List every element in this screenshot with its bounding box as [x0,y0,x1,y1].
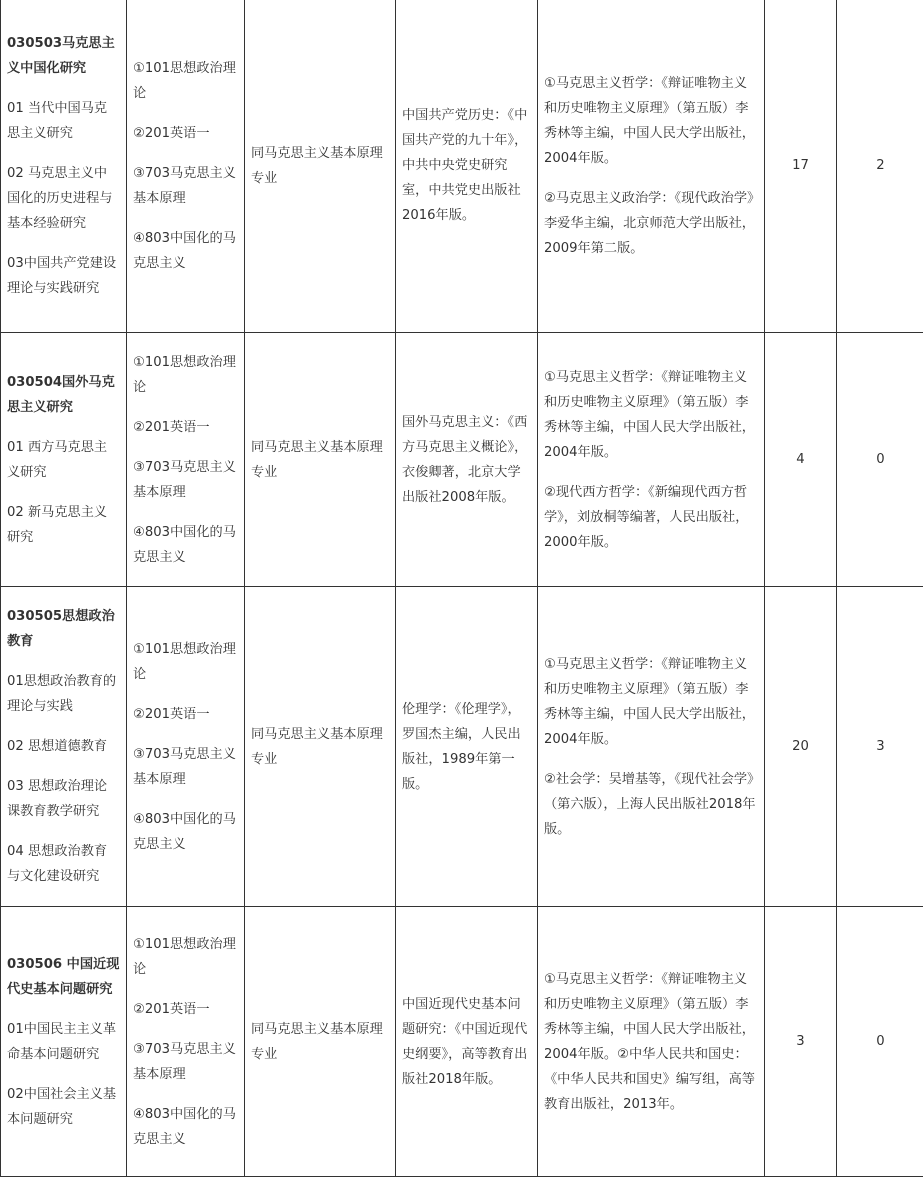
exam-item: ②201英语一 [133,121,238,146]
direction-item: 03中国共产党建设理论与实践研究 [7,251,120,301]
books-cell [538,907,765,1177]
book-item: ②社会学：吴增基等，《现代社会学》（第六版），上海人民出版社2018年版。 [544,767,758,842]
count-cell: 0 [837,907,923,1177]
retest-text: 同马克思主义基本原理专业 [251,141,389,191]
major-cell [1,907,127,1177]
direction-item: 01中国民主主义革命基本问题研究 [7,1017,120,1067]
exam-item: ②201英语一 [133,997,238,1022]
major-cell [1,333,127,587]
books-cell [538,333,765,587]
add-test-cell [396,587,538,907]
direction-item: 04 思想政治教育与文化建设研究 [7,839,120,889]
books-cell [538,587,765,907]
exam-item: ④803中国化的马克思主义 [133,520,238,570]
add-test-text: 伦理学：《伦理学》，罗国杰主编，人民出版社，1989年第一版。 [402,697,531,797]
exam-item: ①101思想政治理论 [133,637,238,687]
exam-item: ③703马克思主义基本原理 [133,161,238,211]
major-name: 030504国外马克思主义研究 [7,370,120,420]
exam-item: ③703马克思主义基本原理 [133,1037,238,1087]
direction-item: 02 新马克思主义研究 [7,500,120,550]
exam-item: ③703马克思主义基本原理 [133,455,238,505]
direction-item: 03 思想政治理论课教育教学研究 [7,774,120,824]
table-row [1,587,923,907]
book-item: ②马克思主义政治学：《现代政治学》李爱华主编，北京师范大学出版社，2009年第二版。 [544,186,758,261]
exam-item: ②201英语一 [133,702,238,727]
direction-item: 02中国社会主义基本问题研究 [7,1082,120,1132]
book-item: ②现代西方哲学：《新编现代西方哲学》，刘放桐等编著，人民出版社，2000年版。 [544,480,758,555]
direction-item: 01思想政治教育的理论与实践 [7,669,120,719]
count-cell: 20 [765,587,837,907]
direction-item: 02 思想道德教育 [7,734,120,759]
exam-cell [127,0,245,333]
table-row [1,907,923,1177]
exam-cell [127,333,245,587]
count-cell: 17 [765,0,837,333]
major-cell [1,0,127,333]
count-cell: 3 [765,907,837,1177]
table-row [1,0,923,333]
retest-cell [245,333,396,587]
book-item: ①马克思主义哲学：《辩证唯物主义和历史唯物主义原理》（第五版）李秀林等主编，中国人民大学出版社，2004年版。 [544,365,758,465]
exam-cell [127,907,245,1177]
exam-cell [127,587,245,907]
retest-cell [245,907,396,1177]
exam-item: ④803中国化的马克思主义 [133,1102,238,1152]
count-cell: 2 [837,0,923,333]
count-cell: 0 [837,333,923,587]
exam-item: ①101思想政治理论 [133,350,238,400]
book-item: ①马克思主义哲学：《辩证唯物主义和历史唯物主义原理》（第五版）李秀林等主编，中国人民大学出版社，2004年版。 [544,71,758,171]
count-cell: 3 [837,587,923,907]
retest-text: 同马克思主义基本原理专业 [251,1017,389,1067]
add-test-cell [396,333,538,587]
exam-item: ②201英语一 [133,415,238,440]
add-test-cell [396,0,538,333]
book-item: ①马克思主义哲学：《辩证唯物主义和历史唯物主义原理》（第五版）李秀林等主编，中国人民大学出版社，2004年版。②中华人民共和国史：《中华人民共和国史》编写组，高等教育出版社，2013年。 [544,967,758,1117]
retest-text: 同马克思主义基本原理专业 [251,722,389,772]
retest-cell [245,587,396,907]
add-test-text: 中国共产党历史：《中国共产党的九十年》，中共中央党史研究室，中共党史出版社2016年版。 [402,103,531,228]
direction-item: 01 当代中国马克思主义研究 [7,96,120,146]
add-test-text: 国外马克思主义：《西方马克思主义概论》，衣俊卿著，北京大学出版社2008年版。 [402,410,531,510]
exam-item: ①101思想政治理论 [133,932,238,982]
exam-item: ③703马克思主义基本原理 [133,742,238,792]
direction-item: 02 马克思主义中国化的历史进程与基本经验研究 [7,161,120,236]
exam-item: ④803中国化的马克思主义 [133,807,238,857]
major-cell [1,587,127,907]
add-test-cell [396,907,538,1177]
count-cell: 4 [765,333,837,587]
retest-cell [245,0,396,333]
retest-text: 同马克思主义基本原理专业 [251,435,389,485]
major-name: 030506 中国近现代史基本问题研究 [7,952,120,1002]
book-item: ①马克思主义哲学：《辩证唯物主义和历史唯物主义原理》（第五版）李秀林等主编，中国人民大学出版社，2004年版。 [544,652,758,752]
books-cell [538,0,765,333]
table-row [1,333,923,587]
direction-item: 01 西方马克思主义研究 [7,435,120,485]
exam-item: ④803中国化的马克思主义 [133,226,238,276]
major-name: 030505思想政治教育 [7,604,120,654]
add-test-text: 中国近现代史基本问题研究：《中国近现代史纲要》，高等教育出版社2018年版。 [402,992,531,1092]
major-name: 030503马克思主义中国化研究 [7,31,120,81]
exam-item: ①101思想政治理论 [133,56,238,106]
